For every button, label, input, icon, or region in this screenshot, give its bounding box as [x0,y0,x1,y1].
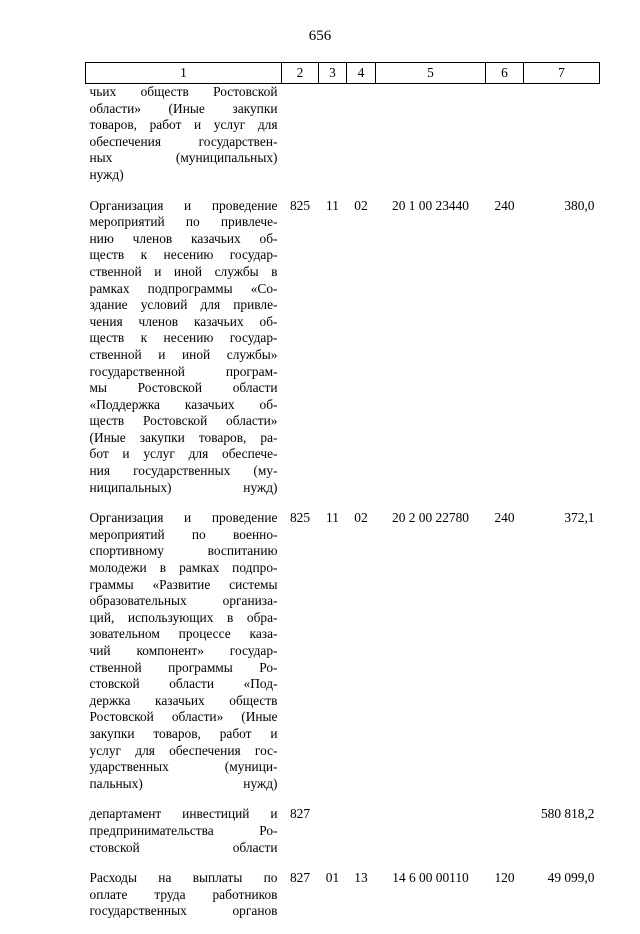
row-name-line: нию членов казачьих об- [89,230,278,246]
row-name [86,510,282,806]
row-name-line: государственных органов [89,903,278,919]
row-name-line: мы Ростовской области [89,380,278,396]
row-name-line: Ростовской области» (Иные [89,709,278,725]
row-name-line: чения членов казачьих об- [89,313,278,329]
subsection-code [347,84,376,198]
row-name-line: Организация и проведение [89,197,278,213]
subsection-code: 02 [354,197,368,213]
expense-type-code: 240 [494,197,515,213]
row-name-line: граммы «Развитие системы [89,576,278,592]
row-name [86,84,282,198]
subsection-code: 13 [354,870,368,886]
section-code [319,84,347,198]
row-name-line: ственной и иной службы в [89,263,278,279]
amount: 380,0 [564,197,595,213]
budget-table [85,62,600,934]
row-name-line: ных (муниципальных) [89,150,278,166]
row-name-line: зовательном процессе каза- [89,626,278,642]
row-name-line: ществ к несению государ- [89,330,278,346]
subsection-code: 02 [354,510,368,526]
column-header: 4 [347,63,376,84]
row-name-line: ственной и иной службы» [89,346,278,362]
target-article-code: 20 1 00 23440 [392,197,469,213]
row-name-line: ственной программы Ро- [89,659,278,675]
page-number: 656 [308,28,332,44]
row-name-line: рамках подпрограммы «Со- [89,280,278,296]
column-header: 5 [376,63,486,84]
row-name [86,806,282,870]
table-row [86,198,600,511]
row-name-line: товаров, работ и услуг для [89,117,278,133]
row-name-line: пальных) нужд) [89,775,278,791]
column-header: 2 [282,63,319,84]
row-name-line: закупки товаров, работ и [89,725,278,741]
amount: 580 818,2 [540,806,595,822]
department-code: 825 [289,510,311,526]
row-name [86,870,282,934]
section-code: 11 [326,510,339,526]
target-article-code [376,84,486,198]
row-name-line: мероприятий по военно- [89,526,278,542]
row-name-line: ниципальных) нужд) [89,479,278,495]
row-name-line: бот и услуг для обеспече- [89,446,278,462]
row-name-line: чий компонент» государ- [89,643,278,658]
row-name-line: чьих обществ Ростовской [89,84,278,99]
row-name-line: мероприятий по привлече- [89,214,278,230]
section-code [319,806,347,870]
row-name-line: ществ Ростовской области» [89,413,278,429]
row-name-line: держка казачьих обществ [89,692,278,708]
section-code: 01 [325,870,340,886]
table-row [86,870,600,934]
table-row [86,806,600,870]
row-name [86,198,282,511]
department-code [282,84,319,198]
row-name-line: Организация и проведение [89,510,278,526]
department-code: 825 [289,197,311,213]
amount: 372,1 [564,510,595,526]
target-article-code: 20 2 00 22780 [392,510,469,526]
row-name-line: Расходы на выплаты по [89,870,278,886]
row-name-line: образовательных организа- [89,593,278,609]
table-row [86,84,600,198]
target-article-code [376,806,486,870]
column-header: 3 [319,63,347,84]
column-header: 6 [486,63,524,84]
row-name-line: государственной програм- [89,363,278,379]
amount: 49 099,0 [547,870,595,886]
row-name-line: департамент инвестиций и [89,806,278,822]
row-name-line: молодежи в рамках подпро- [89,560,278,576]
row-name-line: «Поддержка казачьих об- [89,396,278,412]
column-header: 1 [86,63,282,84]
table-row [86,510,600,806]
amount [524,84,600,198]
row-name-line: предпринимательства Ро- [89,822,278,838]
expense-type-code [486,84,524,198]
row-name-line: услуг для обеспечения гос- [89,742,278,758]
row-name-line: ударственных (муници- [89,759,278,775]
section-code: 11 [326,197,339,213]
row-name-line: здание условий для привле- [89,297,278,313]
row-name-line: стовской области «Под- [89,676,278,692]
row-name-line: стовской области [89,839,278,855]
column-header: 7 [524,63,600,84]
row-name-line: нужд) [89,166,124,182]
row-name-line: спортивному воспитанию [89,543,278,559]
row-name-line: ществ к несению государ- [89,247,278,263]
target-article-code: 14 6 00 00110 [392,870,469,886]
row-name-line: ций, использующих в обра- [89,609,278,625]
department-code: 827 [289,806,311,822]
department-code: 827 [289,870,311,886]
row-name-line: оплате труда работников [89,886,278,902]
row-name-line: (Иные закупки товаров, ра- [89,429,278,445]
expense-type-code: 240 [494,510,515,526]
row-name-line: ния государственных (му- [89,463,278,479]
row-name-line: области» (Иные закупки [89,100,278,116]
expense-type-code: 120 [494,870,515,886]
table-header-row [86,63,600,84]
row-name-line: обеспечения государствен- [89,133,278,149]
expense-type-code [486,806,524,870]
subsection-code [347,806,376,870]
